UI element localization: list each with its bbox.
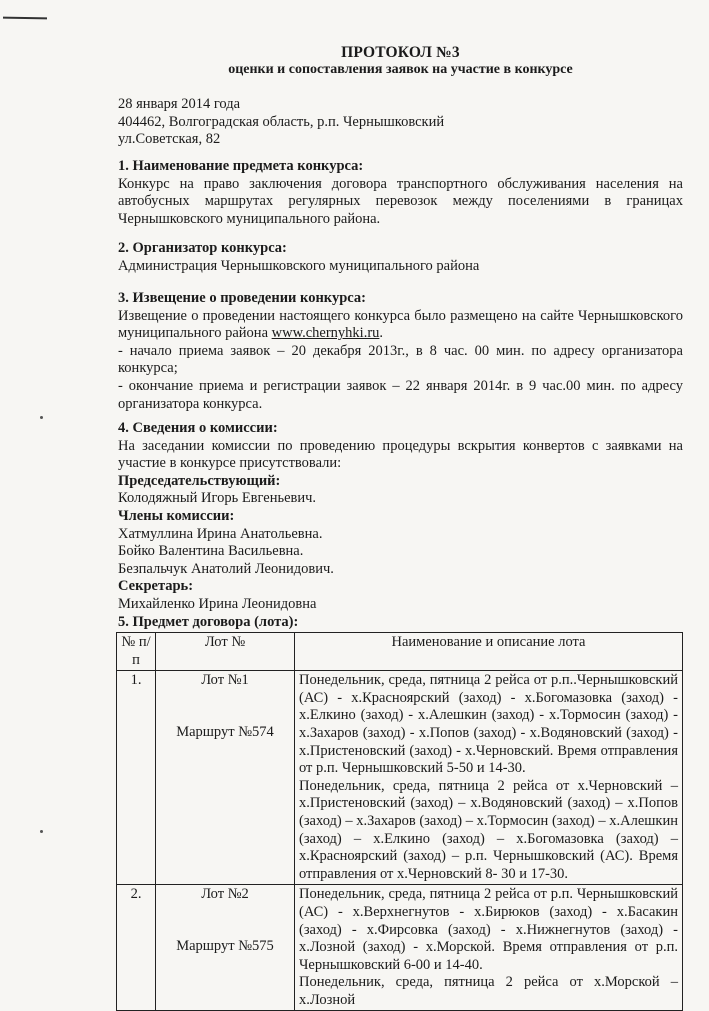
route-name: Маршрут №575	[176, 937, 274, 954]
lot-name: Лот №2	[201, 886, 249, 903]
table-row	[117, 671, 683, 885]
scan-dot	[40, 416, 43, 419]
chair-label: Председательствующий:	[118, 472, 281, 489]
header-info	[118, 96, 683, 149]
section-2-heading: 2. Организатор конкурса:	[118, 240, 287, 256]
section-4-text: На заседании комиссии по проведению процедуры вскрытия конвертов с заявками на участие в конкурсе присутствовали:	[118, 437, 683, 472]
row-number: 2.	[117, 885, 156, 1011]
lot-name: Лот №1	[201, 672, 249, 689]
chair-name: Колодяжный Игорь Евгеньевич.	[118, 490, 317, 507]
scan-dot	[40, 830, 43, 833]
description-paragraph: Понедельник, среда, пятница 2 рейса от р.п..Чернышковский (АС) - х.Красноярский (заход) - х.Богомазовка (заход) - х.Елкино (заход) - х.Алешкин (заход) - х.Тормосин (заход) - х.Захаров (заход) - х.Попов (заход) - х.Водяновский (заход) - х.Пристеновский (заход) - х.Черновский. Время отправления от р.п. Чернышковский 5-50 и 14-30.	[299, 672, 678, 777]
column-header: Лот №	[156, 633, 295, 671]
section-2	[118, 240, 683, 275]
description-paragraph: Понедельник, среда, пятница 2 рейса от р.п. Чернышковский (АС) - х.Верхнегнутов - х.Бирюков (заход) - х.Басакин (заход) - х.Фирсовка (заход) - х.Нижнегнутов (заход) - х.Лозной (заход) - х.Морской. Время отправления от р.п. Чернышковский 6-00 и 14-40.	[299, 886, 678, 973]
section-3-end: - окончание приема и регистрации заявок – 22 января 2014г. в 9 час.00 мин. по адресу организатора конкурса.	[118, 377, 683, 412]
scan-mark	[3, 17, 47, 20]
secretary-label: Секретарь:	[118, 578, 194, 595]
lot-description	[295, 671, 683, 885]
address-line-1: 404462, Волгоградская область, р.п. Чернышковский	[118, 113, 445, 130]
section-5-heading: 5. Предмет договора (лота):	[118, 614, 299, 630]
section-1	[118, 158, 683, 228]
member-name: Хатмуллина Ирина Анатольевна.	[118, 525, 323, 542]
section-1-heading: 1. Наименование предмета конкурса:	[118, 158, 364, 174]
table-row	[117, 885, 683, 1011]
address-line-2: ул.Советская, 82	[118, 131, 221, 148]
route-name: Маршрут №574	[176, 723, 274, 740]
section-1-text: Конкурс на право заключения договора транспортного обслуживания населения на автобусных маршрутах регулярных перевозок между поселениями в границах Чернышковского муниципального района.	[118, 175, 683, 227]
section-3-heading: 3. Извещение о проведении конкурса:	[118, 290, 366, 306]
secretary-name: Михайленко Ирина Леонидовна	[118, 595, 317, 612]
table-header-row	[117, 633, 683, 671]
description-paragraph: Понедельник, среда, пятница 2 рейса от х.Морской – х.Лозной	[299, 974, 678, 1008]
section-4	[118, 420, 683, 614]
lot-description	[295, 885, 683, 1011]
section-3-text: Извещение о проведении настоящего конкурса было размещено на сайте Чернышковского муниципального района www.chernyhki.ru.	[118, 307, 683, 342]
section-2-text: Администрация Чернышковского муниципального района	[118, 257, 480, 274]
document-subtitle: оценки и сопоставления заявок на участие в конкурсе	[228, 62, 573, 77]
site-link[interactable]: www.chernyhki.ru	[271, 325, 380, 342]
document-title: ПРОТОКОЛ №3	[341, 44, 460, 61]
member-name: Безпальчук Анатолий Леонидович.	[118, 560, 334, 577]
section-3-start: - начало приема заявок – 20 декабря 2013г., в 8 час. 00 мин. по адресу организатора конкурса;	[118, 342, 683, 377]
description-paragraph: Понедельник, среда, пятница 2 рейса от х.Черновский – х.Пристеновский (заход) – х.Водяновский (заход) – х.Попов (заход) – х.Захаров (заход) – х.Тормосин (заход) – х.Алешкин (заход) – х.Елкино (заход) – х.Богомазовка (заход) – х.Красноярский (заход) – р.п. Чернышковский (АС). Время отправления от х.Черновский 8- 30 и 17-30.	[299, 777, 678, 882]
section-3	[118, 290, 683, 413]
column-header: Наименование и описание лота	[295, 633, 683, 671]
lot-cell	[156, 885, 295, 1011]
row-number: 1.	[117, 671, 156, 885]
lots-table	[116, 632, 683, 1011]
lot-cell	[156, 671, 295, 885]
column-header: № п/п	[117, 633, 156, 671]
member-name: Бойко Валентина Васильевна.	[118, 543, 304, 560]
document-date: 28 января 2014 года	[118, 96, 241, 112]
section-4-heading: 4. Сведения о комиссии:	[118, 420, 278, 436]
members-label: Члены комиссии:	[118, 507, 235, 524]
